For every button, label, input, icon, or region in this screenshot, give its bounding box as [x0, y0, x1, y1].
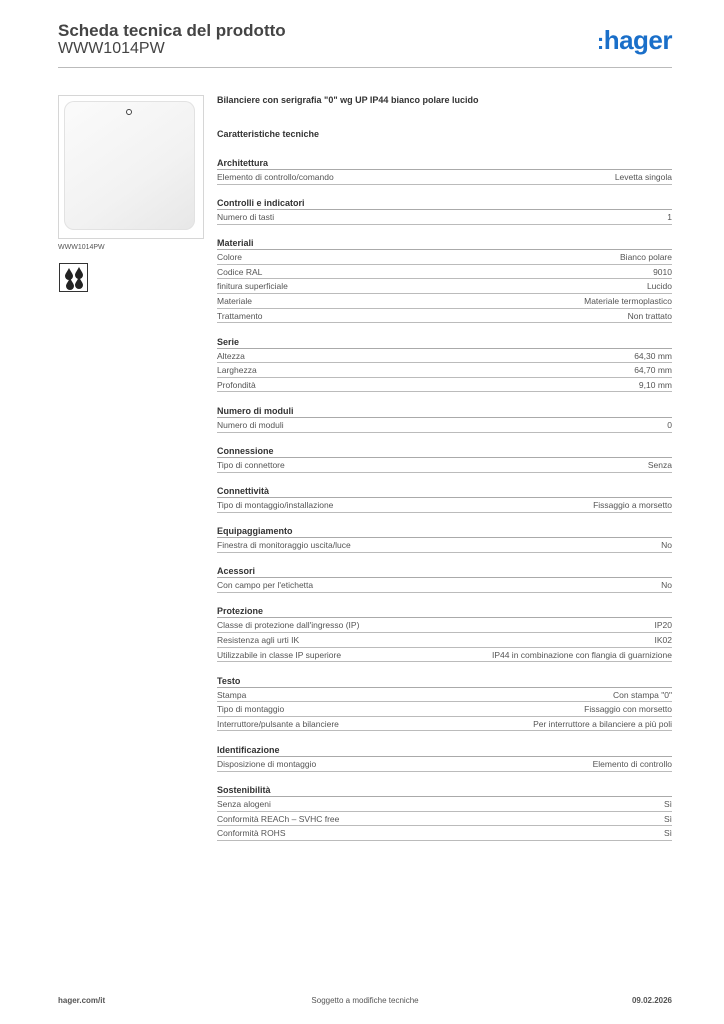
section-title: Connettività	[217, 483, 672, 498]
spec-row	[217, 250, 672, 265]
spec-label: Tipo di montaggio/installazione	[217, 500, 334, 511]
section-title: Protezione	[217, 603, 672, 618]
spec-row	[217, 349, 672, 364]
spec-label: Larghezza	[217, 365, 257, 376]
footer-notice: Soggetto a modifiche tecniche	[311, 996, 419, 1005]
product-name: Bilanciere con serigrafia "0" wg UP IP44 bianco polare lucido	[217, 95, 479, 105]
spec-value: 1	[667, 212, 672, 223]
section-title: Architettura	[217, 155, 672, 170]
spec-row	[217, 309, 672, 324]
spec-value: Sì	[663, 813, 672, 824]
product-code: WWW1014PW	[58, 40, 165, 57]
spec-row	[217, 363, 672, 378]
spec-value: Per interruttore a bilanciere a più poli	[533, 718, 672, 729]
spec-value: Fissaggio con morsetto	[584, 704, 672, 715]
spec-value: Non trattato	[627, 310, 672, 321]
spec-row	[217, 210, 672, 225]
spec-value: 64,30 mm	[634, 350, 672, 361]
product-image	[58, 95, 204, 239]
section-title: Numero di moduli	[217, 403, 672, 418]
spec-row	[217, 170, 672, 185]
spec-label: Altezza	[217, 350, 245, 361]
logo-text: hager	[603, 25, 672, 55]
section-title: Testo	[217, 673, 672, 688]
rocker-plate-picture	[64, 101, 195, 230]
spec-row	[217, 812, 672, 827]
spec-value: Materiale termoplastico	[584, 295, 672, 306]
spec-label: Tipo di montaggio	[217, 704, 285, 715]
spec-label: Classe di protezione dall'ingresso (IP)	[217, 620, 360, 631]
section-title: Acessori	[217, 563, 672, 578]
spec-label: Trattamento	[217, 310, 263, 321]
spec-label: Stampa	[217, 689, 247, 700]
spec-value: Con stampa "0"	[613, 689, 672, 700]
spec-label: Conformità ROHS	[217, 828, 286, 839]
ip44-drops-icon	[59, 263, 88, 292]
section-title: Identificazione	[217, 742, 672, 757]
spec-value: 64,70 mm	[634, 365, 672, 376]
spec-row	[217, 688, 672, 703]
spec-row	[217, 294, 672, 309]
spec-value: No	[661, 540, 672, 551]
spec-value: IP20	[654, 620, 672, 631]
spec-label: Resistenza agli urti IK	[217, 635, 300, 645]
section-title: Sostenibilità	[217, 782, 672, 797]
document-title: Scheda tecnica del prodotto	[58, 21, 286, 40]
spec-section	[217, 195, 672, 225]
spec-label: finitura superficiale	[217, 281, 288, 292]
spec-row	[217, 279, 672, 294]
hager-logo: :hager	[596, 25, 672, 55]
section-title: Serie	[217, 334, 672, 349]
spec-label: Tipo di connettore	[217, 460, 285, 471]
led-dot-icon	[126, 109, 132, 115]
spec-row	[217, 578, 672, 593]
spec-value: 9010	[653, 266, 672, 277]
spec-section	[217, 334, 672, 393]
section-title: Equipaggiamento	[217, 523, 672, 538]
spec-row	[217, 418, 672, 433]
spec-row	[217, 633, 672, 648]
spec-label: Elemento di controllo/comando	[217, 172, 334, 182]
spec-row	[217, 826, 672, 841]
spec-label: Con campo per l'etichetta	[217, 580, 314, 591]
spec-label: Disposizione di montaggio	[217, 758, 317, 769]
spec-content	[217, 95, 672, 841]
spec-value: Sì	[663, 828, 672, 839]
spec-value: 0	[667, 419, 672, 430]
footer-date: 09.02.2026	[631, 996, 672, 1005]
spec-section	[217, 443, 672, 473]
spec-row	[217, 797, 672, 812]
spec-section	[217, 742, 672, 772]
spec-row	[217, 757, 672, 772]
spec-value: Levetta singola	[614, 172, 672, 182]
spec-section	[217, 523, 672, 553]
spec-row	[217, 648, 672, 663]
spec-value: Lucido	[646, 281, 672, 292]
spec-row	[217, 618, 672, 633]
spec-value: No	[661, 580, 672, 591]
spec-label: Profondità	[217, 379, 256, 390]
spec-label: Finestra di monitoraggio uscita/luce	[217, 540, 351, 551]
spec-label: Utilizzabile in classe IP superiore	[217, 649, 342, 660]
spec-label: Numero di tasti	[217, 212, 275, 223]
spec-section	[217, 403, 672, 433]
specs-heading: Caratteristiche tecniche	[217, 129, 320, 139]
spec-row	[217, 538, 672, 553]
section-title: Controlli e indicatori	[217, 195, 672, 210]
spec-value: IP44 in combinazione con flangia di guarnizione	[491, 649, 672, 660]
spec-row	[217, 458, 672, 473]
spec-value: Bianco polare	[620, 252, 672, 263]
spec-label: Interruttore/pulsante a bilanciere	[217, 718, 339, 729]
spec-value: Fissaggio a morsetto	[593, 500, 672, 511]
spec-label: Senza alogeni	[217, 799, 271, 810]
spec-section	[217, 483, 672, 513]
spec-label: Colore	[217, 252, 243, 263]
section-title: Materiali	[217, 235, 672, 250]
spec-row	[217, 702, 672, 717]
spec-row	[217, 378, 672, 393]
spec-label: Codice RAL	[217, 266, 263, 277]
spec-section	[217, 235, 672, 323]
spec-value: 9,10 mm	[638, 379, 672, 390]
spec-section	[217, 155, 672, 185]
spec-row	[217, 265, 672, 280]
image-caption: WWW1014PW	[58, 244, 105, 251]
spec-label: Conformità REACh – SVHC free	[217, 813, 340, 824]
spec-row	[217, 717, 672, 732]
footer-website: hager.com/it	[58, 996, 106, 1005]
spec-value: Sì	[663, 799, 672, 810]
spec-label: Numero di moduli	[217, 419, 284, 430]
spec-value: Elemento di controllo	[592, 758, 672, 769]
spec-label: Materiale	[217, 295, 252, 306]
spec-value: IK02	[654, 635, 672, 645]
spec-value: Senza	[647, 460, 672, 471]
section-title: Connessione	[217, 443, 672, 458]
spec-section	[217, 673, 672, 732]
spec-row	[217, 498, 672, 513]
spec-section	[217, 782, 672, 841]
spec-section	[217, 563, 672, 593]
spec-section	[217, 603, 672, 662]
page-header	[58, 20, 672, 68]
